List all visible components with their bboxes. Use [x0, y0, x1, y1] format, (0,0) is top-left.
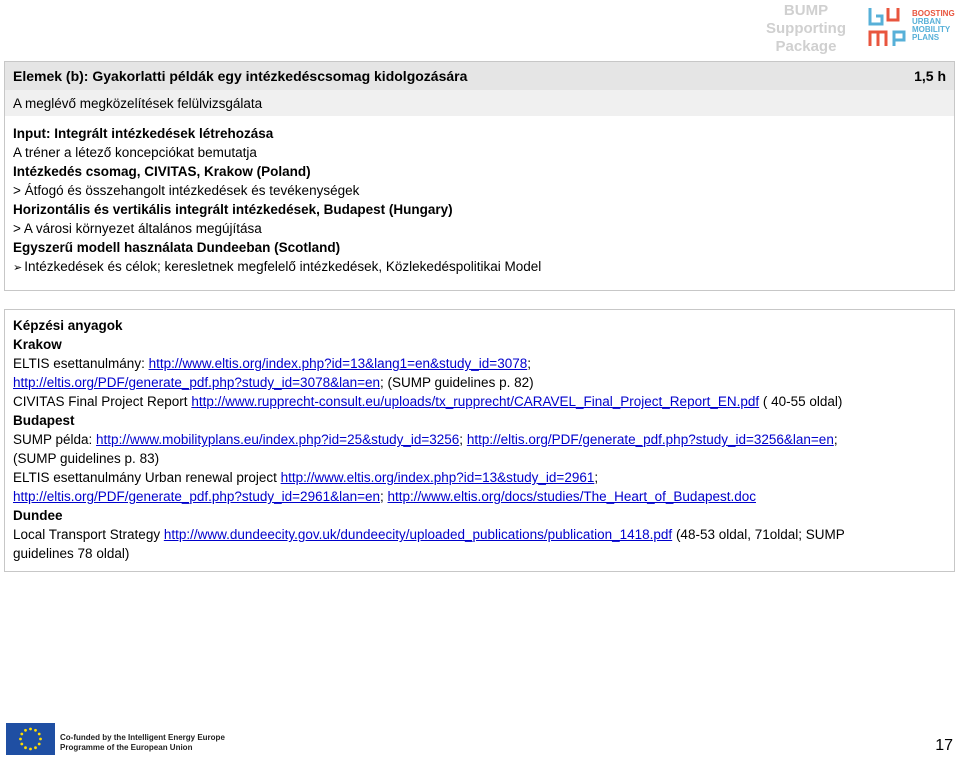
arrow-bullet-icon: ➢	[13, 262, 23, 274]
civitas-report-link[interactable]: http://www.rupprecht-consult.eu/uploads/tx_rupprecht/CARAVEL_Final_Project_Report_EN.pdf	[191, 394, 760, 409]
eu-stars-icon	[6, 723, 55, 755]
logo-line: BOOSTING	[912, 9, 955, 18]
text: Local Transport Strategy	[13, 527, 164, 542]
section-content	[5, 116, 954, 278]
krakow-line-2	[13, 373, 946, 392]
funding-line: Co-funded by the Intelligent Energy Europe	[60, 733, 225, 742]
text: ;	[833, 432, 838, 447]
eu-flag-icon	[6, 723, 55, 755]
text: (48-53 oldal, 71oldal; SUMP	[672, 527, 845, 542]
text: SUMP példa:	[13, 432, 97, 447]
text: ;	[459, 432, 467, 447]
eltis-budapest-link[interactable]: http://www.eltis.org/index.php?id=13&study_id=2961	[280, 470, 595, 485]
brand-line: Supporting	[766, 20, 846, 37]
dundee-heading: Dundee	[13, 508, 63, 523]
logo-wordmark	[912, 10, 955, 42]
funding-line: Programme of the European Union	[60, 743, 193, 752]
dundee-line-1	[13, 525, 946, 544]
content-line: > Átfogó és összehangolt intézkedések és tevékenységek	[13, 183, 360, 198]
bump-logo	[866, 4, 956, 50]
eltis-krakow-link[interactable]: http://www.eltis.org/index.php?id=13&lang1=en&study_id=3078	[148, 356, 528, 371]
section-duration: 1,5 h	[914, 68, 946, 84]
content-line: Intézkedés csomag, CIVITAS, Krakow (Poland)	[13, 164, 311, 179]
content-line: Egyszerű modell használata Dundeeban (Scotland)	[13, 240, 341, 255]
section-subtitle: A meglévő megközelítések felülvizsgálata	[13, 96, 263, 111]
krakow-line-1	[13, 354, 946, 373]
materials-heading: Képzési anyagok	[13, 318, 123, 333]
text: ;	[527, 356, 531, 371]
text: ; (SUMP guidelines p. 82)	[380, 375, 534, 390]
section-title: Elemek (b): Gyakorlatti példák egy intézkedéscsomag kidolgozására	[13, 68, 468, 84]
eltis-krakow-pdf-link[interactable]: http://eltis.org/PDF/generate_pdf.php?study_id=3078&lan=en	[13, 375, 381, 390]
section-elements-box	[4, 61, 955, 291]
text: CIVITAS Final Project Report	[13, 394, 192, 409]
logo-line: URBAN	[912, 17, 941, 26]
dundee-strategy-link[interactable]: http://www.dundeecity.gov.uk/dundeecity/uploaded_publications/publication_1418.pdf	[163, 527, 673, 542]
text: ELTIS esettanulmány Urban renewal project	[13, 470, 281, 485]
brand-line: Package	[775, 38, 837, 55]
budapest-line-4	[13, 487, 946, 506]
budapest-heading: Budapest	[13, 413, 75, 428]
text: ;	[380, 489, 388, 504]
bullet-line	[13, 257, 946, 278]
section-title-bar	[5, 62, 954, 90]
budapest-line-3	[13, 468, 946, 487]
logo-line: PLANS	[912, 33, 940, 42]
bump-brand	[760, 2, 852, 56]
eu-funding-text	[60, 733, 225, 753]
content-line: Horizontális és vertikális integrált intézkedések, Budapest (Hungary)	[13, 202, 453, 217]
text: ( 40-55 oldal)	[759, 394, 843, 409]
content-line: Input: Integrált intézkedések létrehozása	[13, 126, 274, 141]
budapest-line-1	[13, 430, 946, 449]
brand-line: BUMP	[783, 2, 829, 19]
training-materials-box	[4, 309, 955, 572]
eltis-budapest-pdf-link[interactable]: http://eltis.org/PDF/generate_pdf.php?study_id=3256&lan=en	[466, 432, 834, 447]
bump-logo-icon	[866, 4, 910, 50]
budapest-line-2: (SUMP guidelines p. 83)	[13, 451, 160, 466]
krakow-line-3	[13, 392, 946, 411]
mobilityplans-link[interactable]: http://www.mobilityplans.eu/index.php?id=25&study_id=3256	[96, 432, 460, 447]
krakow-heading: Krakow	[13, 337, 62, 352]
logo-line: MOBILITY	[912, 25, 951, 34]
page-number: 17	[935, 737, 953, 754]
dundee-line-2: guidelines 78 oldal)	[13, 546, 130, 561]
bullet-text: Intézkedések és célok; keresletnek megfelelő intézkedések, Közlekedéspolitikai Model	[24, 259, 542, 274]
content-line: > A városi környezet általános megújítása	[13, 221, 262, 236]
text: ELTIS esettanulmány:	[13, 356, 149, 371]
content-line: A tréner a létező koncepciókat bemutatja	[13, 145, 257, 160]
heart-of-budapest-link[interactable]: http://www.eltis.org/docs/studies/The_Heart_of_Budapest.doc	[387, 489, 756, 504]
eltis-budapest-pdf2-link[interactable]: http://eltis.org/PDF/generate_pdf.php?study_id=2961&lan=en	[13, 489, 381, 504]
training-materials-content	[5, 310, 954, 563]
section-subtitle-bar	[5, 90, 954, 116]
text: ;	[594, 470, 599, 485]
